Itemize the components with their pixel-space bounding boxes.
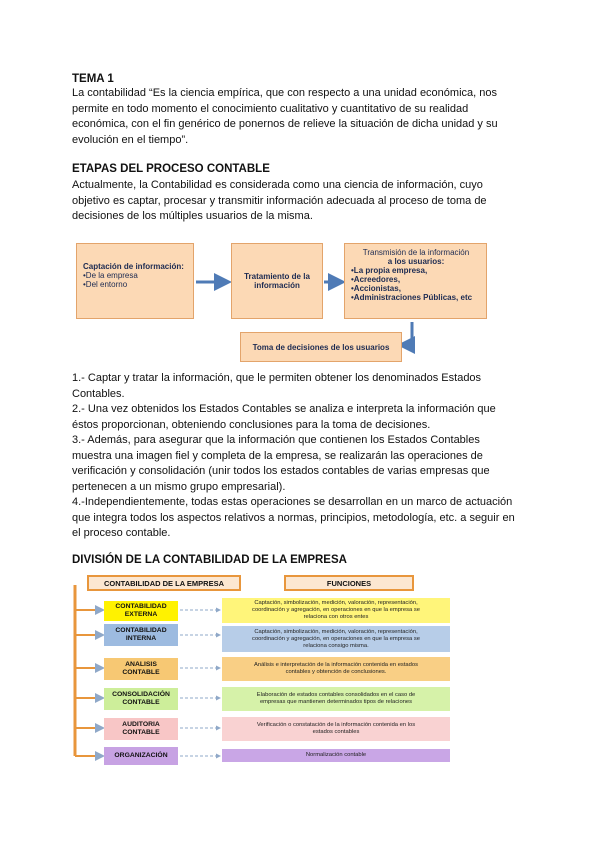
paragraph-line: evolución en el tiempo”. bbox=[72, 133, 189, 146]
division-row-analisis bbox=[104, 658, 178, 680]
function-text: empresas que mantienen determinados tipos de relaciones bbox=[259, 699, 413, 705]
paragraph-line: pertenecen a un mismo grupo empresarial). bbox=[72, 480, 286, 493]
function-text: Normalización contable bbox=[305, 752, 367, 758]
section-heading-tema: TEMA 1 bbox=[72, 73, 114, 85]
paragraph-line: económica, con el fin genérico de ponernos de relieve la situación de dicha unidad y su bbox=[72, 118, 498, 130]
flow-box-transmision bbox=[344, 243, 487, 319]
paragraph-line: que integra todos los aspectos relativos a normas, principios, metodología, etc. a seguir en bbox=[72, 511, 515, 524]
paragraph-line: 4.-Independientemente, todas estas operaciones se desarrollan en un marco de actuación bbox=[72, 496, 513, 508]
row-label: CONTABLE bbox=[122, 729, 160, 736]
paragraph-line: permite en todo momento el conocimiento cualitativo y cuantitativo de su realidad bbox=[72, 102, 469, 115]
flow-text: Toma de decisiones de los usuarios bbox=[252, 342, 390, 352]
paragraph-line: muestra una imagen fiel y completa de la empresa, se realizarán las operaciones de bbox=[72, 449, 483, 462]
division-row-organizacion bbox=[104, 747, 178, 765]
division-row-externa bbox=[104, 601, 178, 621]
flow-text: •La propia empresa, bbox=[351, 266, 428, 275]
section-heading-etapas: ETAPAS DEL PROCESO CONTABLE bbox=[72, 163, 270, 175]
row-label: EXTERNA bbox=[124, 611, 158, 618]
row-label: CONTABILIDAD bbox=[115, 603, 167, 610]
division-row-auditoria bbox=[104, 718, 178, 740]
function-text: Captación, simbolización, medición, valoración, representación, bbox=[254, 600, 418, 606]
row-label: CONTABILIDAD bbox=[115, 627, 167, 634]
row-label: ANALISIS bbox=[125, 661, 157, 668]
paragraph-line: Contables. bbox=[72, 387, 125, 400]
function-text: Elaboración de estados contables consolidados en el caso de bbox=[256, 692, 416, 698]
function-text: Captación, simbolización, medición, valoración, representación, bbox=[254, 628, 418, 635]
function-text: relaciona consigo misma. bbox=[303, 642, 369, 649]
flow-text: •Administraciones Públicas, etc bbox=[351, 293, 473, 302]
flow-arrows bbox=[0, 0, 600, 380]
paragraph-line: verificación y consolidación (unir todos los estados contables de varias empresas que bbox=[72, 465, 490, 477]
row-label: INTERNA bbox=[125, 635, 157, 642]
paragraph-line: el proceso contable. bbox=[72, 527, 171, 539]
steps-paragraph bbox=[72, 371, 532, 542]
arrow-transmision-toma bbox=[403, 322, 412, 345]
paragraph-line: 2.- Una vez obtenidos los Estados Contables se analiza e interpreta la información que bbox=[72, 403, 496, 415]
paragraph-line: Actualmente, la Contabilidad es considerada como una ciencia de información, cuyo bbox=[72, 179, 483, 191]
flow-text: •De la empresa bbox=[83, 271, 138, 280]
flow-text: •Del entorno bbox=[83, 280, 128, 289]
flow-text: a los usuarios: bbox=[387, 257, 445, 266]
flow-text: Transmisión de la información bbox=[362, 248, 470, 257]
function-text: estados contables bbox=[312, 729, 360, 735]
function-text: coordinación y agregación, en operaciones en que la empresa se bbox=[252, 635, 420, 642]
flow-text: Tratamiento de la bbox=[244, 272, 310, 281]
division-row-consolidacion bbox=[104, 688, 178, 710]
paragraph-line: 1.- Captar y tratar la información, que le permiten obtener los denominados Estados bbox=[72, 372, 482, 384]
flow-box-tratamiento bbox=[231, 243, 323, 319]
row-label: AUDITORIA bbox=[122, 721, 160, 728]
flow-text: •Acreedores, bbox=[351, 275, 401, 284]
row-label: CONTABLE bbox=[122, 669, 160, 676]
flow-text: Captación de información: bbox=[83, 262, 184, 271]
flow-box-toma-decisiones bbox=[240, 332, 402, 362]
section-heading-division: DIVISIÓN DE LA CONTABILIDAD DE LA EMPRESA bbox=[72, 554, 347, 566]
paragraph-line: 3.- Además, para asegurar que la información que contienen los Estados Contables bbox=[72, 434, 480, 446]
row-label: CONTABLE bbox=[122, 699, 160, 706]
function-text: contables y obtención de conclusiones. bbox=[285, 669, 387, 675]
division-function-analisis bbox=[222, 657, 450, 681]
division-header-right: FUNCIONES bbox=[284, 575, 414, 591]
division-function-externa bbox=[222, 598, 450, 623]
paragraph-line: objetivo es captar, procesar y transmitir información adecuada al proceso de toma de bbox=[72, 194, 487, 207]
division-function-interna bbox=[222, 626, 450, 652]
paragraph-line: decisiones de los múltiples usuarios de la misma. bbox=[72, 210, 313, 222]
row-label: ORGANIZACIÓN bbox=[114, 752, 168, 759]
division-function-consolidacion bbox=[222, 687, 450, 711]
division-row-interna bbox=[104, 624, 178, 646]
row-label: CONSOLIDACIÓN bbox=[112, 691, 170, 698]
function-text: coordinación y agregación, en operaciones en que la empresa se bbox=[252, 607, 420, 613]
function-text: relaciona con otros entes bbox=[303, 614, 369, 620]
function-text: Análisis e interpretación de la información contenida en estados bbox=[253, 662, 419, 668]
flow-box-captacion bbox=[76, 243, 194, 319]
paragraph-line: éstos proporcionan, obteniendo conclusiones para la toma de decisiones. bbox=[72, 418, 431, 431]
paragraph-line: La contabilidad “Es la ciencia empírica, que con respecto a una unidad económica, nos bbox=[72, 87, 497, 99]
division-function-auditoria bbox=[222, 717, 450, 741]
division-function-organizacion bbox=[222, 749, 450, 762]
division-header-left: CONTABILIDAD DE LA EMPRESA bbox=[87, 575, 241, 591]
flow-text: •Accionistas, bbox=[351, 284, 401, 293]
function-text: Verificación o constatación de la información contenida en los bbox=[256, 722, 416, 728]
flow-text: información bbox=[254, 281, 300, 290]
